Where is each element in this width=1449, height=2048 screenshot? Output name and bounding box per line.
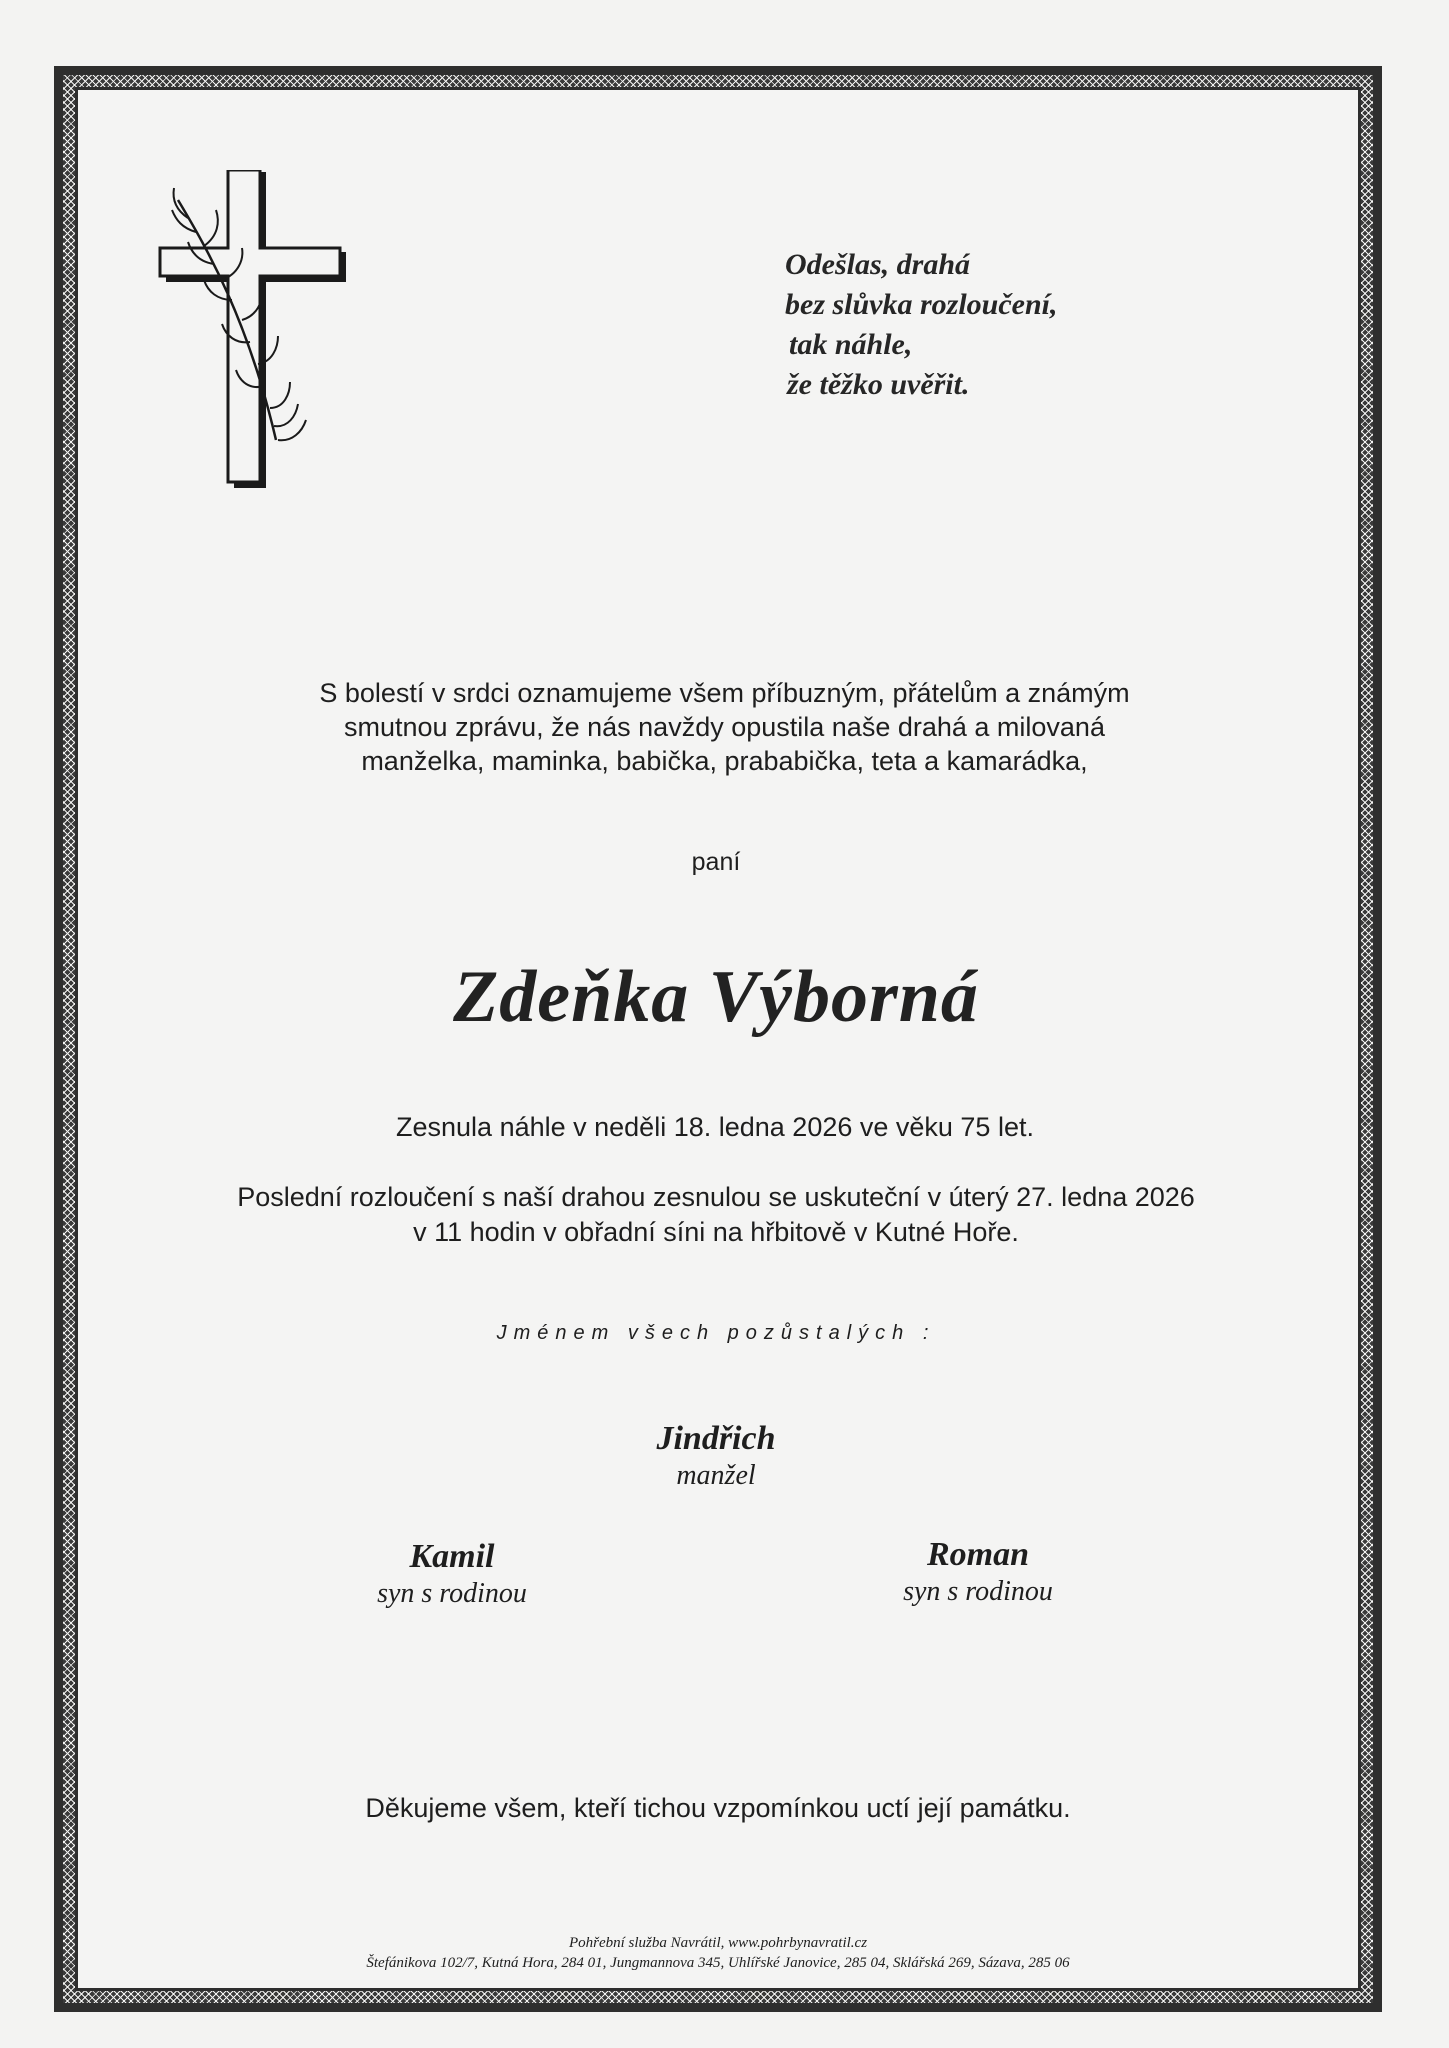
cross-with-palm-branch-icon [158, 170, 348, 490]
farewell-line: Poslední rozloučení s naší drahou zesnulou se uskuteční v úterý 27. ledna 2026 [237, 1182, 1195, 1212]
relative-role: manžel [676, 1460, 756, 1491]
funeral-service-addresses: Štefánikova 102/7, Kutná Hora, 284 01, Jungmannova 345, Uhlířské Janovice, 285 04, Sklářská 269, Sázava, 285 06 [366, 1955, 1070, 1971]
relative-name: Jindřich [656, 1420, 776, 1457]
relative-role: syn s rodinou [377, 1578, 527, 1609]
relative-name: Roman [926, 1536, 1030, 1573]
poem [785, 245, 1058, 405]
announcement-line: S bolestí v srdci oznamujeme všem příbuzným, přátelům a známým [319, 678, 1130, 708]
announcement-line: manželka, maminka, babička, prababička, teta a kamarádka, [361, 746, 1088, 776]
farewell-info [0, 1180, 1432, 1250]
relative-name: Kamil [409, 1538, 495, 1575]
announcement-text [0, 676, 1449, 778]
poem-line: tak náhle, [789, 328, 913, 361]
relative-role: syn s rodinou [903, 1576, 1053, 1607]
death-notice: Zesnula náhle v neděli 18. ledna 2026 ve věku 75 let. [396, 1112, 1034, 1142]
poem-line: bez slůvka rozloučení, [785, 288, 1058, 321]
relative-son-roman [828, 1536, 1128, 1608]
farewell-line: v 11 hodin v obřadní síni na hřbitově v Kutné Hoře. [413, 1217, 1019, 1247]
announcement-line: smutnou zprávu, že nás navždy opustila naše drahá a milovaná [344, 712, 1105, 742]
on-behalf-text: Jménem všech pozůstalých : [496, 1322, 936, 1344]
poem-line: že těžko uvěřit. [787, 368, 970, 401]
thanks-text: Děkujeme všem, kteří tichou vzpomínkou uctí její památku. [365, 1793, 1071, 1823]
funeral-service-info: Pohřební služba Navrátil, www.pohrbynavratil.cz [568, 1935, 868, 1951]
relative-son-kamil [302, 1538, 602, 1610]
title-pani: paní [691, 848, 741, 876]
poem-line: Odešlas, drahá [785, 248, 971, 281]
relative-husband [0, 1420, 1432, 1492]
deceased-name: Zdeňka Výborná [453, 956, 979, 1038]
